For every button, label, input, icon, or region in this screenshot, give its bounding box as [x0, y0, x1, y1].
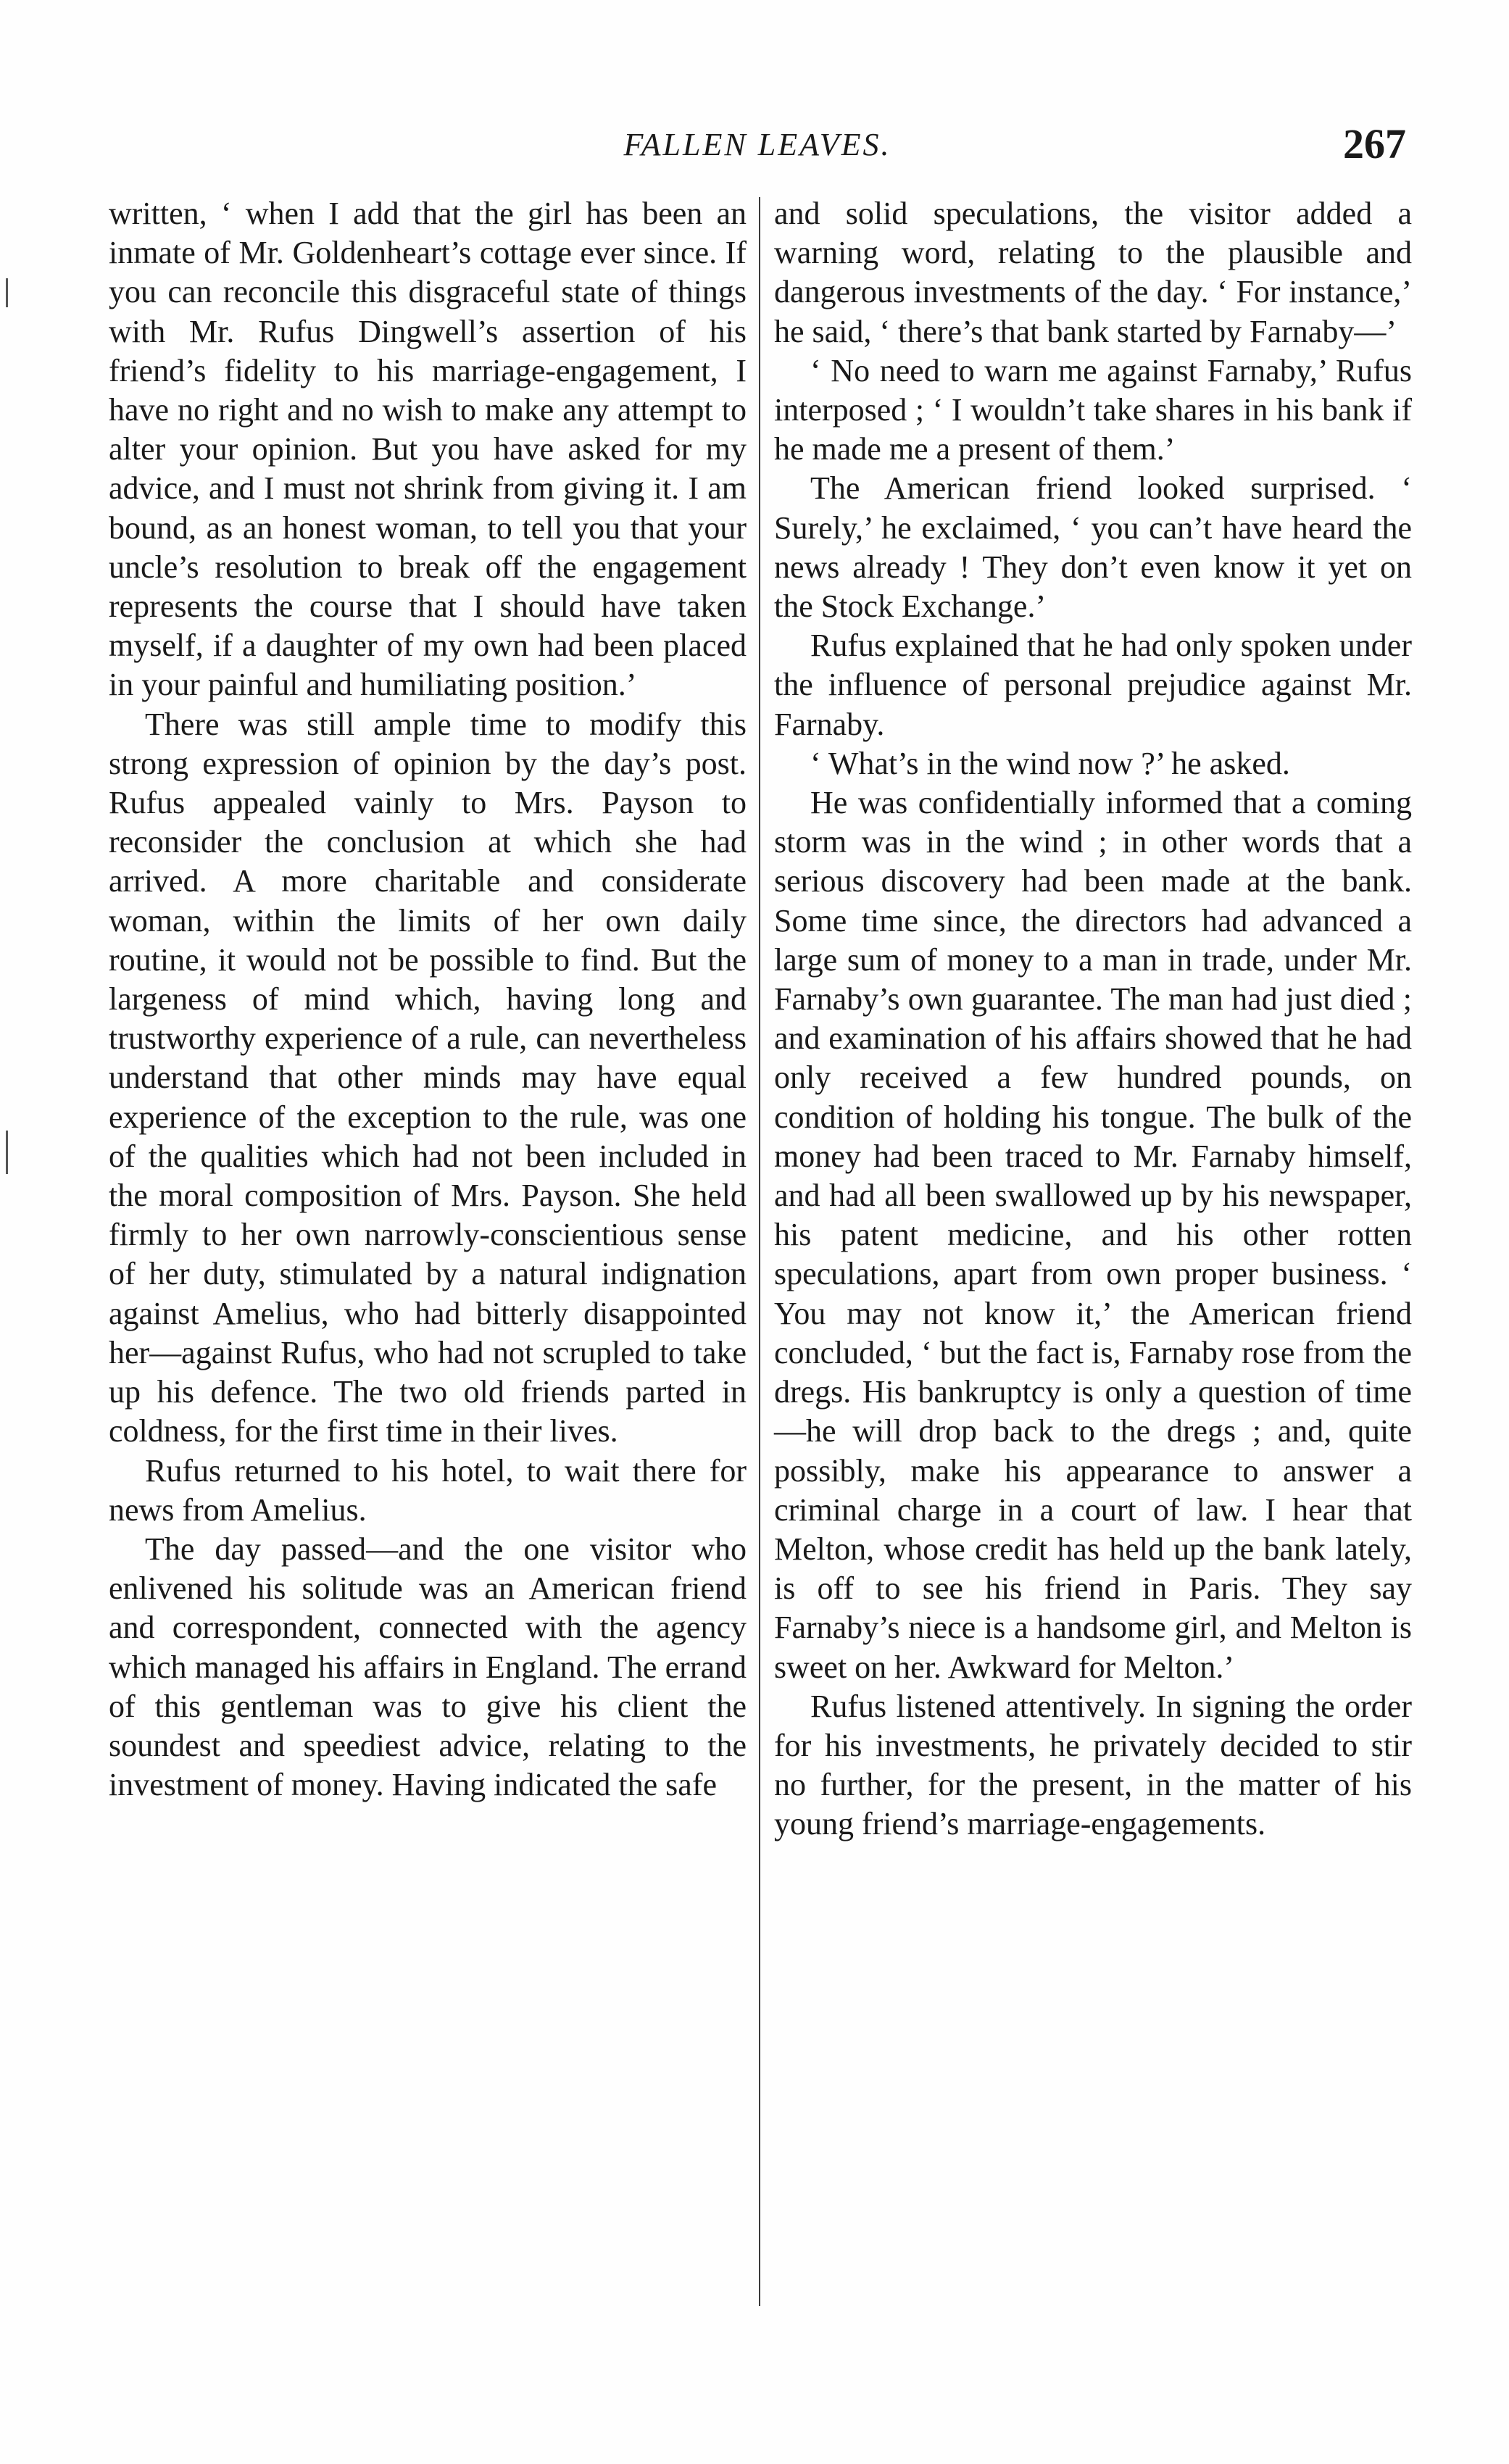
column-divider	[759, 197, 760, 2306]
paragraph: He was confidentially informed that a coming storm was in the wind ; in other words that a serious discovery had been made at the bank. Some time since, the directors had advanced a large sum of money to a man in trade, under Mr. Farnaby’s own guarantee. The man had just died ; and examination of his affairs showed that he had only received a few hundred pounds, on condition of holding his tongue. The bulk of the money had been traced to Mr. Farnaby himself, and had all been swallowed up by his newspaper, his patent medicine, and his other rotten speculations, apart from own proper business. ‘ You may not know it,’ the American friend concluded, ‘ but the fact is, Farnaby rose from the dregs. His bankruptcy is only a question of time—he will drop back to the dregs ; and, quite possibly, make his appearance to answer a criminal charge in a court of law. I hear that Melton, whose credit has held up the bank lately, is off to see his friend in Paris. They say Farnaby’s niece is a handsome girl, and Melton is sweet on her. Awkward for Melton.’	[774, 785, 1412, 1685]
paragraph: Rufus listened attentively. In signing the order for his investments, he privately decided to stir no further, for the present, in the matter of his young friend’s marriage-engagements.	[774, 1688, 1412, 1842]
left-column	[109, 194, 747, 1805]
margin-scan-mark	[6, 278, 8, 307]
paragraph: Rufus returned to his hotel, to wait there for news from Amelius.	[109, 1452, 747, 1528]
paragraph: The American friend looked surprised. ‘ Surely,’ he exclaimed, ‘ you can’t have heard the news already ! They don’t even know it yet on the Stock Exchange.’	[774, 470, 1412, 625]
margin-scan-mark	[6, 1131, 8, 1174]
paragraph: There was still ample time to modify this strong expression of opinion by the day’s post. Rufus appealed vainly to Mrs. Payson to reconsider the conclusion at which she had arrived. A more charitable and considerate woman, within the limits of her own daily routine, it would not be possible to find. But the largeness of mind which, having long and trustworthy experience of a rule, can nevertheless understand that other minds may have equal experience of the exception to the rule, was one of the qualities which had not been included in the moral composition of Mrs. Payson. She held firmly to her own narrowly-conscientious sense of her duty, stimulated by a natural indignation against Amelius, who had bitterly disappointed her—against Rufus, who had not scrupled to take up his defence. The two old friends parted in coldness, for the first time in their lives.	[109, 706, 747, 1449]
paragraph: and solid speculations, the visitor added a warning word, relating to the plausible and dangerous investments of the day. ‘ For instance,’ he said, ‘ there’s that bank started by Farnaby—’	[774, 196, 1412, 349]
running-title: FALLEN LEAVES.	[623, 127, 891, 162]
paragraph: ‘ What’s in the wind now ?’ he asked.	[810, 745, 1290, 781]
right-column	[774, 194, 1412, 1844]
paragraph: ‘ No need to warn me against Farnaby,’ Rufus interposed ; ‘ I wouldn’t take shares in his bank if he made me a present of them.’	[774, 352, 1412, 467]
page-number: 267	[1343, 120, 1406, 167]
paragraph: The day passed—and the one visitor who enlivened his solitude was an American friend and correspondent, connected with the agency which managed his affairs in England. The errand of this gentleman was to give his client the soundest and speediest advice, relating to the investment of money. Having indicated the safe	[109, 1531, 747, 1803]
page-header	[109, 120, 1406, 174]
paragraph: Rufus explained that he had only spoken under the influence of personal prejudice against Mr. Farnaby.	[774, 628, 1412, 742]
paragraph: written, ‘ when I add that the girl has been an inmate of Mr. Goldenheart’s cottage ever since. If you can reconcile this disgraceful state of things with Mr. Rufus Dingwell’s assertion of his friend’s fidelity to his marriage-engagement, I have no right and no wish to make any attempt to alter your opinion. But you have asked for my advice, and I must not shrink from giving it. I am bound, as an honest woman, to tell you that your uncle’s resolution to break off the engagement represents the course that I should have taken myself, if a daughter of my own had been placed in your painful and humiliating position.’	[109, 196, 747, 703]
